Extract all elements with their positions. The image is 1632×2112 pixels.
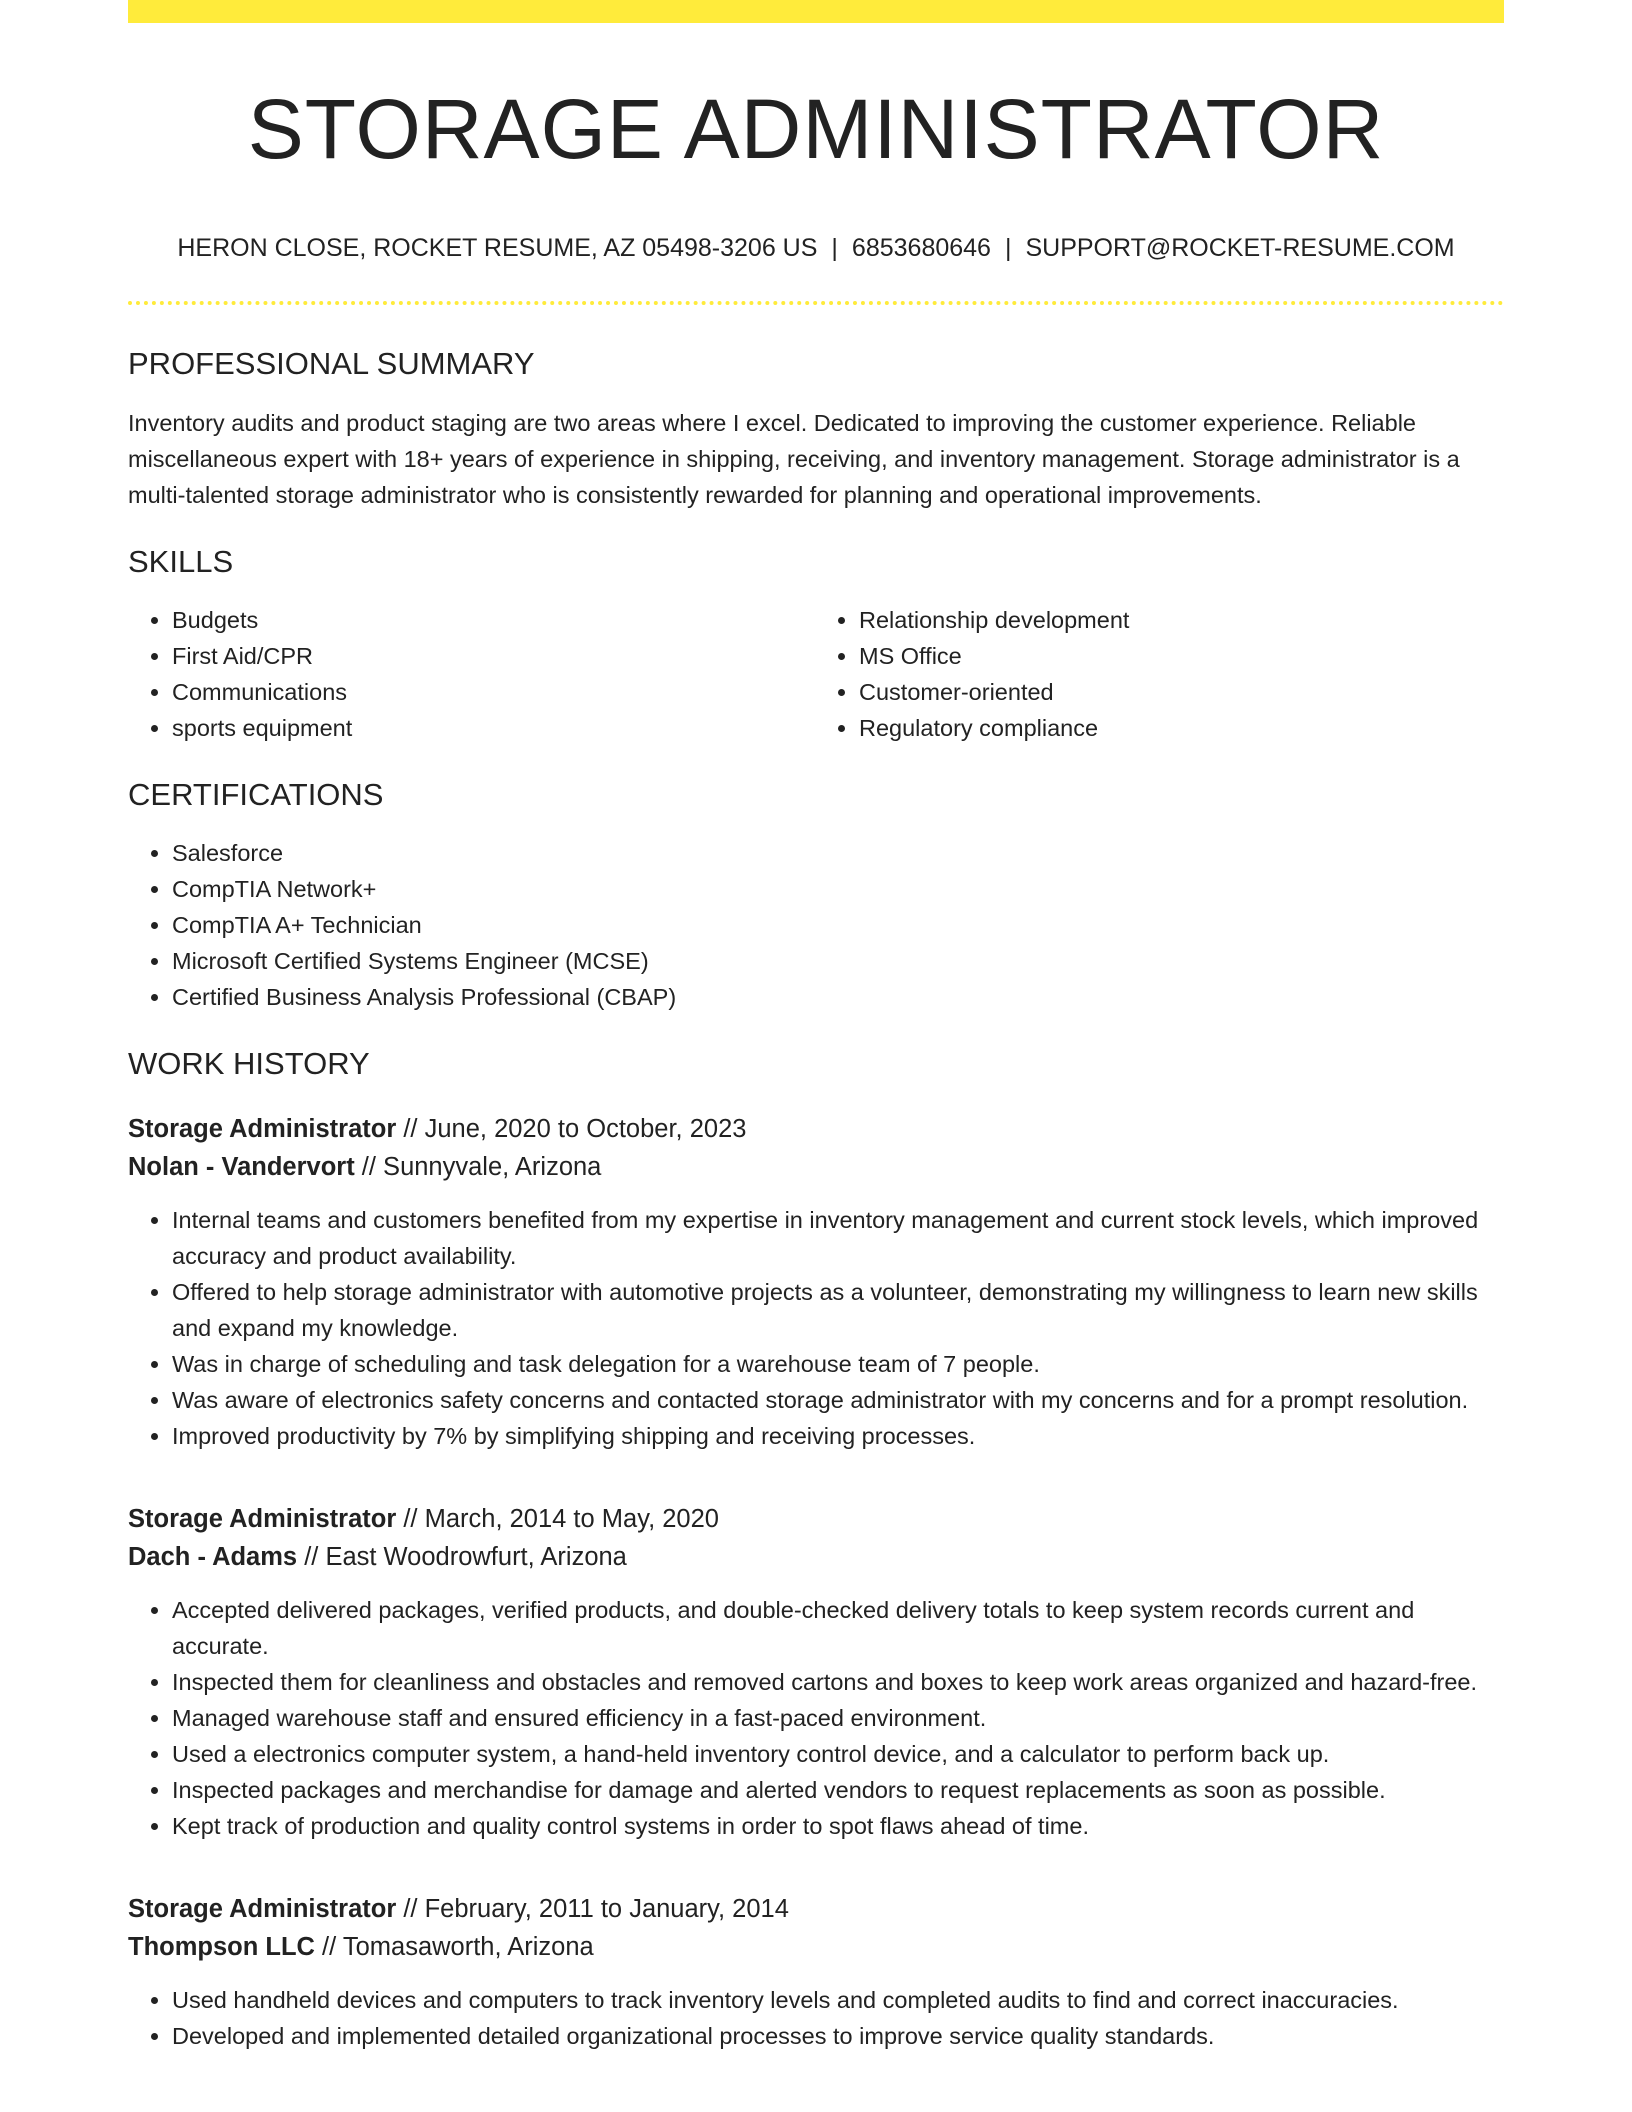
job-role: Storage Administrator: [128, 1115, 397, 1144]
contact-address: HERON CLOSE, ROCKET RESUME, AZ 05498-3206 US: [177, 234, 818, 263]
skill-item: • Budgets: [172, 602, 816, 638]
job-role-line: [128, 1890, 1504, 1928]
skill-item: • Regulatory compliance: [859, 710, 1504, 746]
section-title-work-history: WORK HISTORY: [128, 1045, 370, 1081]
certification-item: • CompTIA Network+: [172, 871, 1504, 907]
job-bullets: [128, 1202, 1504, 1454]
summary-text: Inventory audits and product staging are two areas where I excel. Dedicated to improving the customer experience. Reliable miscellaneous expert with 18+ years of experience in shipping, receiving, and inventory management. Storage administrator is a multi-talented storage administrator who is consistently rewarded for planning and operational improvements.: [128, 409, 1460, 508]
job-company-line: [128, 1538, 1504, 1576]
job-role-line: [128, 1500, 1504, 1538]
section-title-summary: PROFESSIONAL SUMMARY: [128, 346, 535, 382]
skill-item: • First Aid/CPR: [172, 638, 816, 674]
section-title-skills: SKILLS: [128, 543, 234, 579]
job-dates: // June, 2020 to October, 2023: [396, 1115, 747, 1144]
job-location: // East Woodrowfurt, Arizona: [297, 1543, 627, 1572]
job-bullet: • Used a electronics computer system, a hand-held inventory control device, and a calculator to perform back up.: [172, 1736, 1504, 1772]
job-dates: // February, 2011 to January, 2014: [396, 1895, 789, 1924]
job-bullet: • Used handheld devices and computers to track inventory levels and completed audits to find and correct inaccuracies.: [172, 1982, 1504, 2018]
candidate-name: STORAGE ADMINISTRATOR: [247, 82, 1385, 176]
certification-item: • CompTIA A+ Technician: [172, 907, 1504, 943]
job-bullet: • Offered to help storage administrator with automotive projects as a volunteer, demonstrating my willingness to learn new skills and expand my knowledge.: [172, 1274, 1504, 1346]
dotted-divider: [128, 301, 1504, 305]
job-entry: [128, 1500, 1504, 1844]
skills-list-left: [128, 602, 816, 746]
resume-page: [128, 0, 1504, 2054]
job-bullet: • Developed and implemented detailed organizational processes to improve service quality standards.: [172, 2018, 1504, 2054]
job-bullets: [128, 1982, 1504, 2054]
skill-item: • Relationship development: [859, 602, 1504, 638]
skill-item: • sports equipment: [172, 710, 816, 746]
job-location: // Tomasaworth, Arizona: [314, 1933, 594, 1962]
job-location: // Sunnyvale, Arizona: [354, 1153, 602, 1182]
job-company: Dach - Adams: [128, 1543, 298, 1572]
job-bullet: • Inspected them for cleanliness and obstacles and removed cartons and boxes to keep work areas organized and hazard-free.: [172, 1664, 1504, 1700]
job-entry: [128, 1110, 1504, 1454]
section-title-certifications: CERTIFICATIONS: [128, 776, 384, 812]
job-bullet: • Inspected packages and merchandise for damage and alerted vendors to request replacements as soon as possible.: [172, 1772, 1504, 1808]
professional-summary-section: [128, 345, 1504, 512]
certifications-section: [128, 776, 1504, 1015]
skills-grid: [128, 580, 1504, 746]
contact-separator: |: [1004, 234, 1012, 263]
job-company: Thompson LLC: [128, 1933, 315, 1962]
skills-list-right: [816, 602, 1504, 746]
skills-section: [128, 543, 1504, 746]
job-bullet: • Accepted delivered packages, verified products, and double-checked delivery totals to keep system records current and accurate.: [172, 1592, 1504, 1664]
job-dates: // March, 2014 to May, 2020: [396, 1505, 719, 1534]
job-bullet: • Was in charge of scheduling and task delegation for a warehouse team of 7 people.: [172, 1346, 1504, 1382]
job-bullet: • Improved productivity by 7% by simplifying shipping and receiving processes.: [172, 1418, 1504, 1454]
job-role: Storage Administrator: [128, 1895, 397, 1924]
job-bullet: • Kept track of production and quality control systems in order to spot flaws ahead of time.: [172, 1808, 1504, 1844]
contact-phone: 6853680646: [851, 234, 991, 263]
job-company-line: [128, 1148, 1504, 1186]
contact-email: SUPPORT@ROCKET-RESUME.COM: [1025, 234, 1455, 263]
job-role: Storage Administrator: [128, 1505, 397, 1534]
certification-item: • Salesforce: [172, 835, 1504, 871]
skill-item: • Communications: [172, 674, 816, 710]
job-bullet: • Was aware of electronics safety concerns and contacted storage administrator with my concerns and for a prompt resolution.: [172, 1382, 1504, 1418]
job-company: Nolan - Vandervort: [128, 1153, 355, 1182]
certification-item: • Microsoft Certified Systems Engineer (MCSE): [172, 943, 1504, 979]
job-entry: [128, 1890, 1504, 2054]
job-bullet: • Internal teams and customers benefited from my expertise in inventory management and current stock levels, which improved accuracy and product availability.: [172, 1202, 1504, 1274]
contact-separator: |: [831, 234, 838, 263]
job-bullets: [128, 1592, 1504, 1844]
accent-top-bar: [128, 0, 1504, 23]
job-company-line: [128, 1928, 1504, 1966]
skill-item: • MS Office: [859, 638, 1504, 674]
skill-item: • Customer-oriented: [859, 674, 1504, 710]
certification-item: • Certified Business Analysis Professional (CBAP): [172, 979, 1504, 1015]
job-role-line: [128, 1110, 1504, 1148]
job-bullet: • Managed warehouse staff and ensured efficiency in a fast-paced environment.: [172, 1700, 1504, 1736]
contact-line: [128, 233, 1504, 263]
certifications-list: [128, 835, 1504, 1015]
work-history-section: [128, 1045, 1504, 2054]
